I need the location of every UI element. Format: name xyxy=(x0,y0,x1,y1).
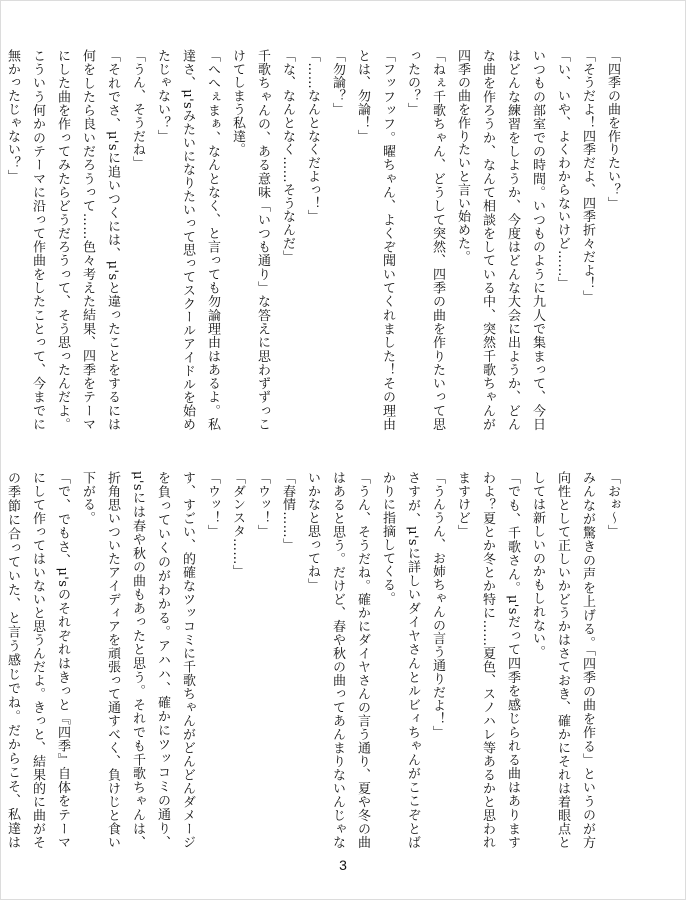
upper-text-column xyxy=(5,49,625,431)
paragraph: 「四季の曲を作りたい？」 xyxy=(605,49,620,210)
paragraph: 「い、いや、よくわからないけど……」 xyxy=(555,49,570,291)
paragraph: 「春情……」 xyxy=(280,471,295,552)
paragraph: いつもの部室での時間。いつものように九人で集まって、今日はどんな練習をしようか、今度はどんな大会に出ようか、どんな曲を作ろうか、なんて相談をしている中、突然千歌ちゃんが四季の曲を作りたいと言い始めた。 xyxy=(455,49,545,431)
paragraph: 「うんうん、お姉ちゃんの言う通りだよ！」 xyxy=(430,471,445,739)
paragraph: 「うん、そうだね」 xyxy=(130,49,145,170)
paragraph: 「ねぇ千歌ちゃん、どうして突然、四季の曲を作りたいって思ったの？」 xyxy=(405,49,445,431)
paragraph: さすが、μ'sに詳しいダイヤさんとルビィちゃんがここぞとばかりに指摘してくる。 xyxy=(380,471,420,849)
paragraph: す、すごい、的確なツッコミに千歌ちゃんがどんどんダメージを負っていくのがわかる。アハハ、確かにツッコミの通り、μ'sには春や秋の曲もあったと思う。それでも千歌ちゃんは、折角思いついたアイディアを頑張って通すべく、負けじと食い下がる。 xyxy=(80,471,195,849)
paragraph: 「おぉ～」 xyxy=(605,471,620,538)
lower-text-column xyxy=(5,471,625,849)
paragraph: 「それでさ、μ'sに追いつくには、μ'sと違ったことをするには何をしたら良いだろうって……色々考えた結果、四季をテーマにした曲を作ってみたらどうだろうって、そう思ったんだよ。こういう何かのテーマに沿って作曲をしたことって、今までに無かったじゃない？」 xyxy=(5,49,120,431)
paragraph: 「そうだよ！四季だよ、四季折々だよ！」 xyxy=(580,49,595,304)
paragraph: 「でも、千歌さん。μ'sだって四季を感じられる曲はありますわよ？夏とか冬とか特に……夏色、スノハレ等あるかと思われますけど」 xyxy=(455,471,520,849)
paragraph: 「フッフッフ。曜ちゃん、よくぞ聞いてくれました！その理由とは、勿論！」 xyxy=(355,49,395,431)
paragraph: 「ウッ！」 xyxy=(255,471,270,538)
paragraph: みんなが驚きの声を上げる。「四季の曲を作る」というのが方向性として正しいかどうかはさておき、確かにそれは着眼点としては新しいのかもしれない。 xyxy=(530,471,595,849)
paragraph: 「ダンスタ……」 xyxy=(230,471,245,579)
paragraph: 「ウッ！」 xyxy=(205,471,220,538)
paragraph: 「うん、そうだね。確かにダイヤさんの言う通り、夏や冬の曲はあると思う。だけど、春や秋の曲ってあんまりないんじゃないかなと思ってね」 xyxy=(305,471,370,849)
page-number: 3 xyxy=(339,857,347,873)
paragraph: 「……なんとなくだよっ！」 xyxy=(305,49,320,224)
paragraph: 「で、でもさ、μ'sのそれぞれはきっと『四季』自体をテーマにして作ってはいないと思うんだよ。きっと、結果的に曲がその季節に合っていた、と言う感じでね。だからこそ、私達は xyxy=(5,471,70,849)
paragraph: 「へへぇまぁ、なんとなく、と言っても勿論理由はあるよ。私達さ、μ'sみたいになりたいって思ってスクールアイドルを始めたじゃない？」 xyxy=(155,49,220,431)
paragraph: 「勿論？」 xyxy=(330,49,345,116)
paragraph: 千歌ちゃんの、ある意味「いつも通り」な答えに思わずずっこけてしまう私達。 xyxy=(230,49,270,431)
paragraph: 「な、なんとなく……そうなんだ」 xyxy=(280,49,295,264)
